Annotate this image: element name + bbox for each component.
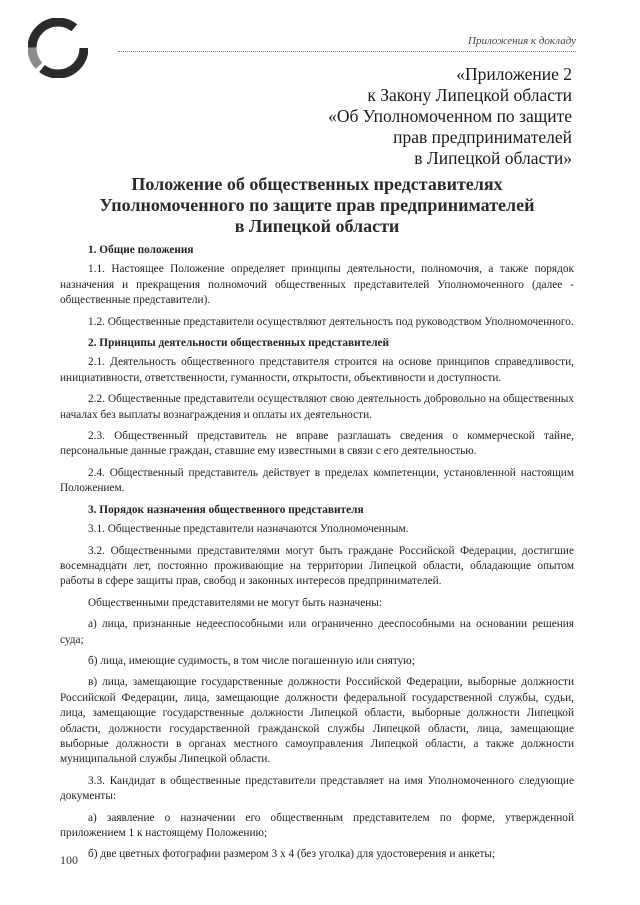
section-heading: 1. Общие положения [88,244,194,256]
appendix-reference [328,64,572,169]
page-number: 100 [60,853,78,867]
paragraph: 2.2. Общественные представители осуществляют свою деятельность добровольно на общественных началах без выплаты вознаграждения и оплаты их деятельности. [60,393,574,421]
appendix-line: в Липецкой области» [414,148,572,168]
list-item: б) две цветных фотографии размером 3 х 4 (без уголка) для удостоверения и анкеты; [88,848,496,861]
list-item: а) заявление о назначении его общественным представителем по форме, утвержденной приложением 1 к настоящему Положению; [60,811,574,839]
list-item: а) лица, признанные недееспособными или ограниченно дееспособными на основании решения суда; [60,618,574,646]
paragraph: 3.3. Кандидат в общественные представители представляет на имя Уполномоченного следующие документы: [60,774,574,803]
document-body [60,243,574,869]
paragraph: 3.2. Общественными представителями могут быть граждане Российской Федерации, достигшие восемнадцати лет, постоянно проживающие на территории Липецкой области, обладающие опытом работы в сфере защиты прав, свобод и законных интересов предпринимателей. [60,544,574,588]
paragraph: 3.1. Общественные представители назначаются Уполномоченным. [88,523,409,536]
list-item: в) лица, замещающие государственные должности Российской Федерации, выборные должности Российской Федерации, лица, замещающие должности федеральной государственной службы, судьи, лица, замещающие государственные должности Липецкой области, выборные должности Липецкой области, должности государственной гражданской службы Липецкой области, лица, замещающие выборные должности в органах местного самоуправления Липецкой области, а также должности муниципальной службы Липецкой области. [60,676,574,766]
section-heading: 3. Порядок назначения общественного представителя [88,503,364,516]
paragraph: 1.2. Общественные представители осуществляют деятельность под руководством Уполномоченного. [88,315,574,328]
list-item: б) лица, имеющие судимость, в том числе погашенную или снятую; [88,654,415,667]
appendix-line: «Приложение 2 [456,64,572,84]
appendix-line: к Закону Липецкой области [367,85,572,105]
appendix-line: «Об Уполномоченном по защите [328,106,572,126]
title-line: Уполномоченного по защите прав предпринимателей [99,195,535,215]
paragraph: Общественными представителями не могут быть назначены: [88,596,383,609]
paragraph: 2.4. Общественный представитель действует в пределах компетенции, установленной настоящим Положением. [60,466,574,495]
logo-icon [28,18,88,78]
title-line: Положение об общественных представителях [131,174,503,194]
document-title [60,174,574,237]
title-line: в Липецкой области [234,216,400,236]
header-label: Приложения к докладу [468,35,576,47]
appendix-line: прав предпринимателей [393,127,572,147]
paragraph: 2.1. Деятельность общественного представителя строится на основе принципов справедливости, инициативности, ответственности, гуманности, открытости, объективности и доступности. [60,356,574,384]
header-divider [118,51,576,52]
paragraph: 2.3. Общественный представитель не вправе разглашать сведения о коммерческой тайне, персональные данные граждан, ставшие ему известными в связи с его деятельностью. [60,430,574,458]
section-heading: 2. Принципы деятельности общественных представителей [88,337,390,350]
paragraph: 1.1. Настоящее Положение определяет принципы деятельности, полномочия, а также порядок назначения и прекращения полномочий общественных представителей Уполномоченного (далее - общественные представители). [60,263,574,307]
